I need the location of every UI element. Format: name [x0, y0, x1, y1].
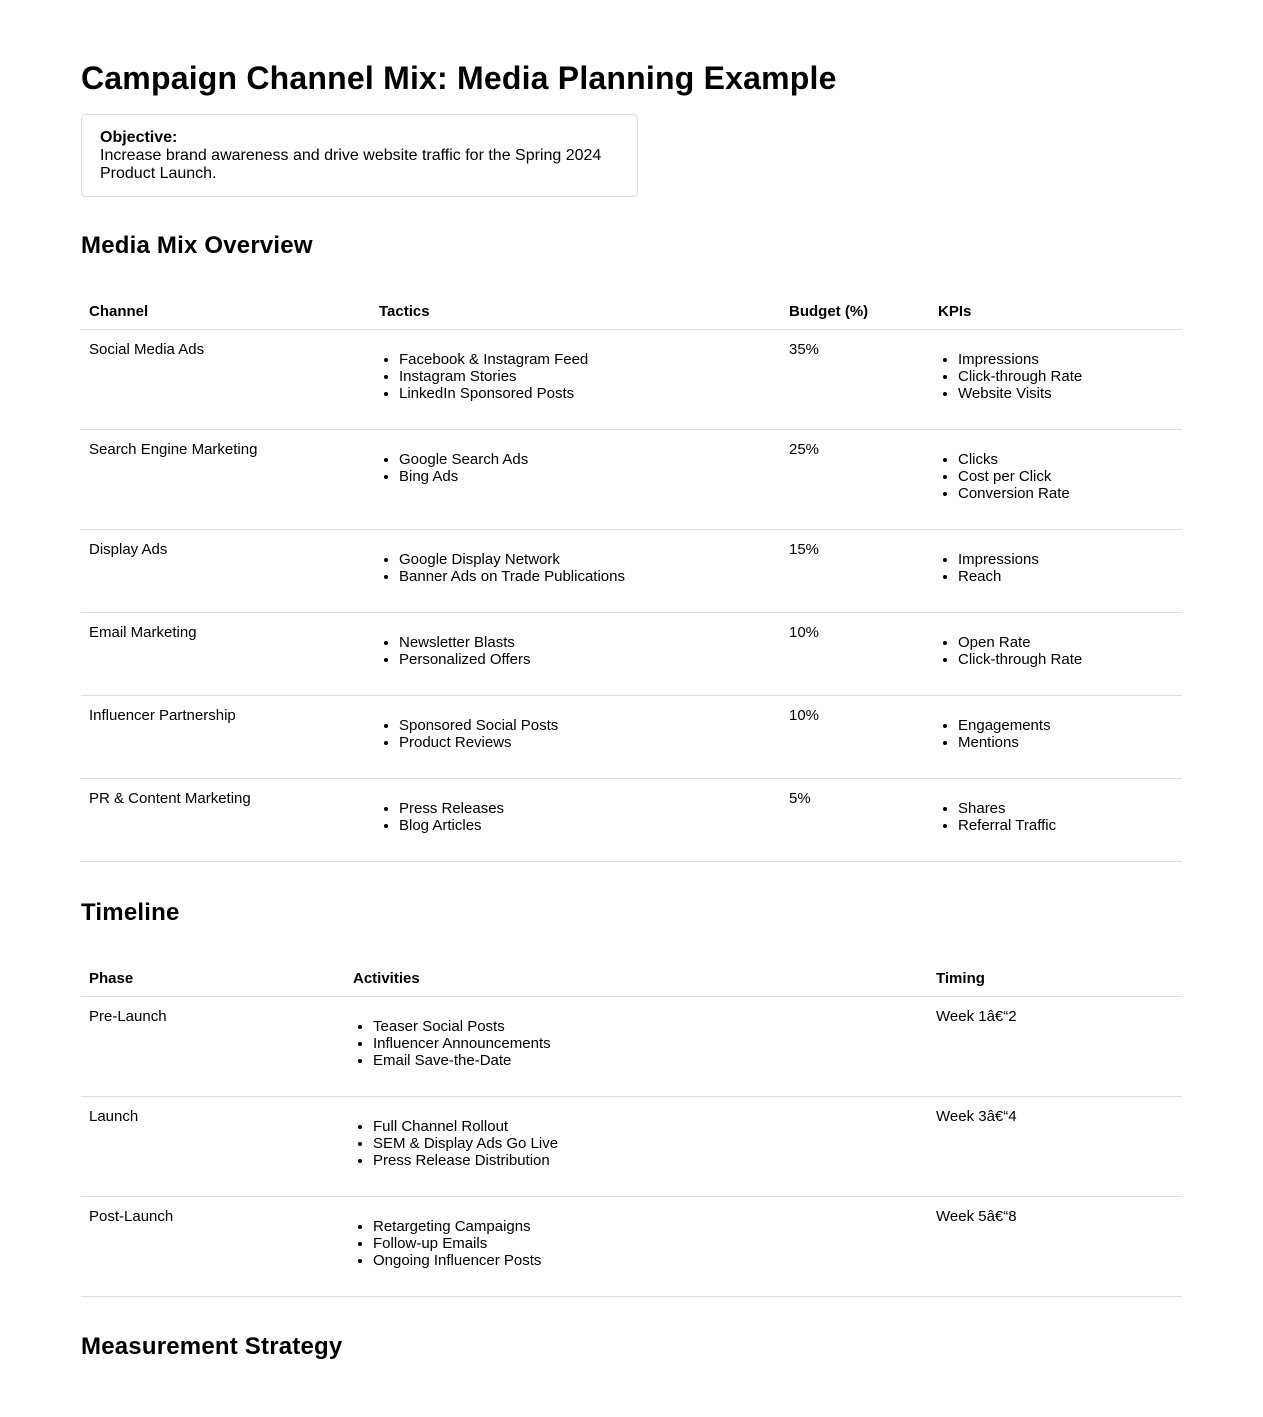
- column-header-phase: Phase: [81, 964, 345, 997]
- list-item: • Influencer Announcements: [373, 1035, 920, 1052]
- list-item: • Press Release Distribution: [373, 1152, 920, 1169]
- phase-cell: Pre-Launch: [81, 997, 345, 1097]
- timeline-heading: Timeline: [81, 899, 180, 926]
- objective-text: Increase brand awareness and drive website traffic for the Spring 2024 Product Launch.: [100, 147, 602, 182]
- measurement-strategy-heading: Measurement Strategy: [81, 1333, 343, 1360]
- list-item: • Clicks: [958, 451, 1174, 468]
- table-row: [81, 1197, 1182, 1297]
- channel-cell: Email Marketing: [81, 613, 371, 696]
- list-item: • Product Reviews: [399, 734, 773, 751]
- list-item: • Referral Traffic: [958, 817, 1174, 834]
- phase-cell: Post-Launch: [81, 1197, 345, 1297]
- budget-cell: 5%: [781, 779, 930, 862]
- list-item: • Press Releases: [399, 800, 773, 817]
- list-item: • Impressions: [958, 551, 1174, 568]
- timeline-table: [81, 964, 1182, 1297]
- kpis-cell: [930, 779, 1182, 862]
- table-row: [81, 330, 1182, 430]
- list-item: • Mentions: [958, 734, 1174, 751]
- list-item: • Click-through Rate: [958, 368, 1174, 385]
- table-row: [81, 430, 1182, 530]
- table-row: [81, 997, 1182, 1097]
- list-item: • Click-through Rate: [958, 651, 1174, 668]
- table-row: [81, 779, 1182, 862]
- kpis-list: [938, 551, 1174, 585]
- list-item: • Bing Ads: [399, 468, 773, 485]
- kpis-list: [938, 800, 1174, 834]
- table-header-row: [81, 297, 1182, 330]
- channel-cell: Influencer Partnership: [81, 696, 371, 779]
- list-item: • Conversion Rate: [958, 485, 1174, 502]
- list-item: • Open Rate: [958, 634, 1174, 651]
- tactics-list: [379, 717, 773, 751]
- list-item: • Sponsored Social Posts: [399, 717, 773, 734]
- tactics-list: [379, 451, 773, 485]
- list-item: • Engagements: [958, 717, 1174, 734]
- table-header-row: [81, 964, 1182, 997]
- tactics-cell: [371, 330, 781, 430]
- column-header-channel: Channel: [81, 297, 371, 330]
- list-item: • Email Save-the-Date: [373, 1052, 920, 1069]
- channel-cell: Display Ads: [81, 530, 371, 613]
- objective-label: Objective:: [100, 129, 178, 146]
- list-item: • Impressions: [958, 351, 1174, 368]
- activities-list: [353, 1218, 920, 1269]
- phase-cell: Launch: [81, 1097, 345, 1197]
- column-header-kpis: KPIs: [930, 297, 1182, 330]
- tactics-list: [379, 351, 773, 402]
- kpis-list: [938, 351, 1174, 402]
- kpis-list: [938, 451, 1174, 502]
- budget-cell: 25%: [781, 430, 930, 530]
- objective-box: [81, 114, 638, 197]
- tactics-cell: [371, 779, 781, 862]
- column-header-budget: Budget (%): [781, 297, 930, 330]
- tactics-cell: [371, 613, 781, 696]
- table-row: [81, 696, 1182, 779]
- channel-cell: Search Engine Marketing: [81, 430, 371, 530]
- tactics-list: [379, 800, 773, 834]
- tactics-cell: [371, 696, 781, 779]
- list-item: • Full Channel Rollout: [373, 1118, 920, 1135]
- tactics-list: [379, 634, 773, 668]
- budget-cell: 15%: [781, 530, 930, 613]
- list-item: • Website Visits: [958, 385, 1174, 402]
- table-row: [81, 1097, 1182, 1197]
- column-header-activities: Activities: [345, 964, 928, 997]
- list-item: • Blog Articles: [399, 817, 773, 834]
- tactics-cell: [371, 530, 781, 613]
- kpis-cell: [930, 696, 1182, 779]
- activities-list: [353, 1118, 920, 1169]
- list-item: • Personalized Offers: [399, 651, 773, 668]
- list-item: • Follow-up Emails: [373, 1235, 920, 1252]
- list-item: • Ongoing Influencer Posts: [373, 1252, 920, 1269]
- page-title: Campaign Channel Mix: Media Planning Example: [81, 60, 837, 96]
- column-header-tactics: Tactics: [371, 297, 781, 330]
- list-item: • Google Search Ads: [399, 451, 773, 468]
- list-item: • Reach: [958, 568, 1174, 585]
- table-row: [81, 613, 1182, 696]
- list-item: • Google Display Network: [399, 551, 773, 568]
- activities-cell: [345, 1097, 928, 1197]
- media-mix-heading: Media Mix Overview: [81, 232, 313, 259]
- list-item: • Teaser Social Posts: [373, 1018, 920, 1035]
- list-item: • Cost per Click: [958, 468, 1174, 485]
- activities-list: [353, 1018, 920, 1069]
- list-item: • Shares: [958, 800, 1174, 817]
- kpis-cell: [930, 613, 1182, 696]
- channel-cell: PR & Content Marketing: [81, 779, 371, 862]
- timing-cell: Week 3â€“4: [928, 1097, 1182, 1197]
- list-item: • Retargeting Campaigns: [373, 1218, 920, 1235]
- table-row: [81, 530, 1182, 613]
- list-item: • SEM & Display Ads Go Live: [373, 1135, 920, 1152]
- budget-cell: 10%: [781, 613, 930, 696]
- timing-cell: Week 5â€“8: [928, 1197, 1182, 1297]
- kpis-list: [938, 717, 1174, 751]
- column-header-timing: Timing: [928, 964, 1182, 997]
- list-item: • Instagram Stories: [399, 368, 773, 385]
- kpis-cell: [930, 430, 1182, 530]
- list-item: • LinkedIn Sponsored Posts: [399, 385, 773, 402]
- tactics-list: [379, 551, 773, 585]
- timing-cell: Week 1â€“2: [928, 997, 1182, 1097]
- kpis-list: [938, 634, 1174, 668]
- activities-cell: [345, 1197, 928, 1297]
- list-item: • Newsletter Blasts: [399, 634, 773, 651]
- kpis-cell: [930, 530, 1182, 613]
- budget-cell: 10%: [781, 696, 930, 779]
- tactics-cell: [371, 430, 781, 530]
- list-item: • Banner Ads on Trade Publications: [399, 568, 773, 585]
- kpis-cell: [930, 330, 1182, 430]
- list-item: • Facebook & Instagram Feed: [399, 351, 773, 368]
- activities-cell: [345, 997, 928, 1097]
- media-mix-table: [81, 297, 1182, 862]
- channel-cell: Social Media Ads: [81, 330, 371, 430]
- budget-cell: 35%: [781, 330, 930, 430]
